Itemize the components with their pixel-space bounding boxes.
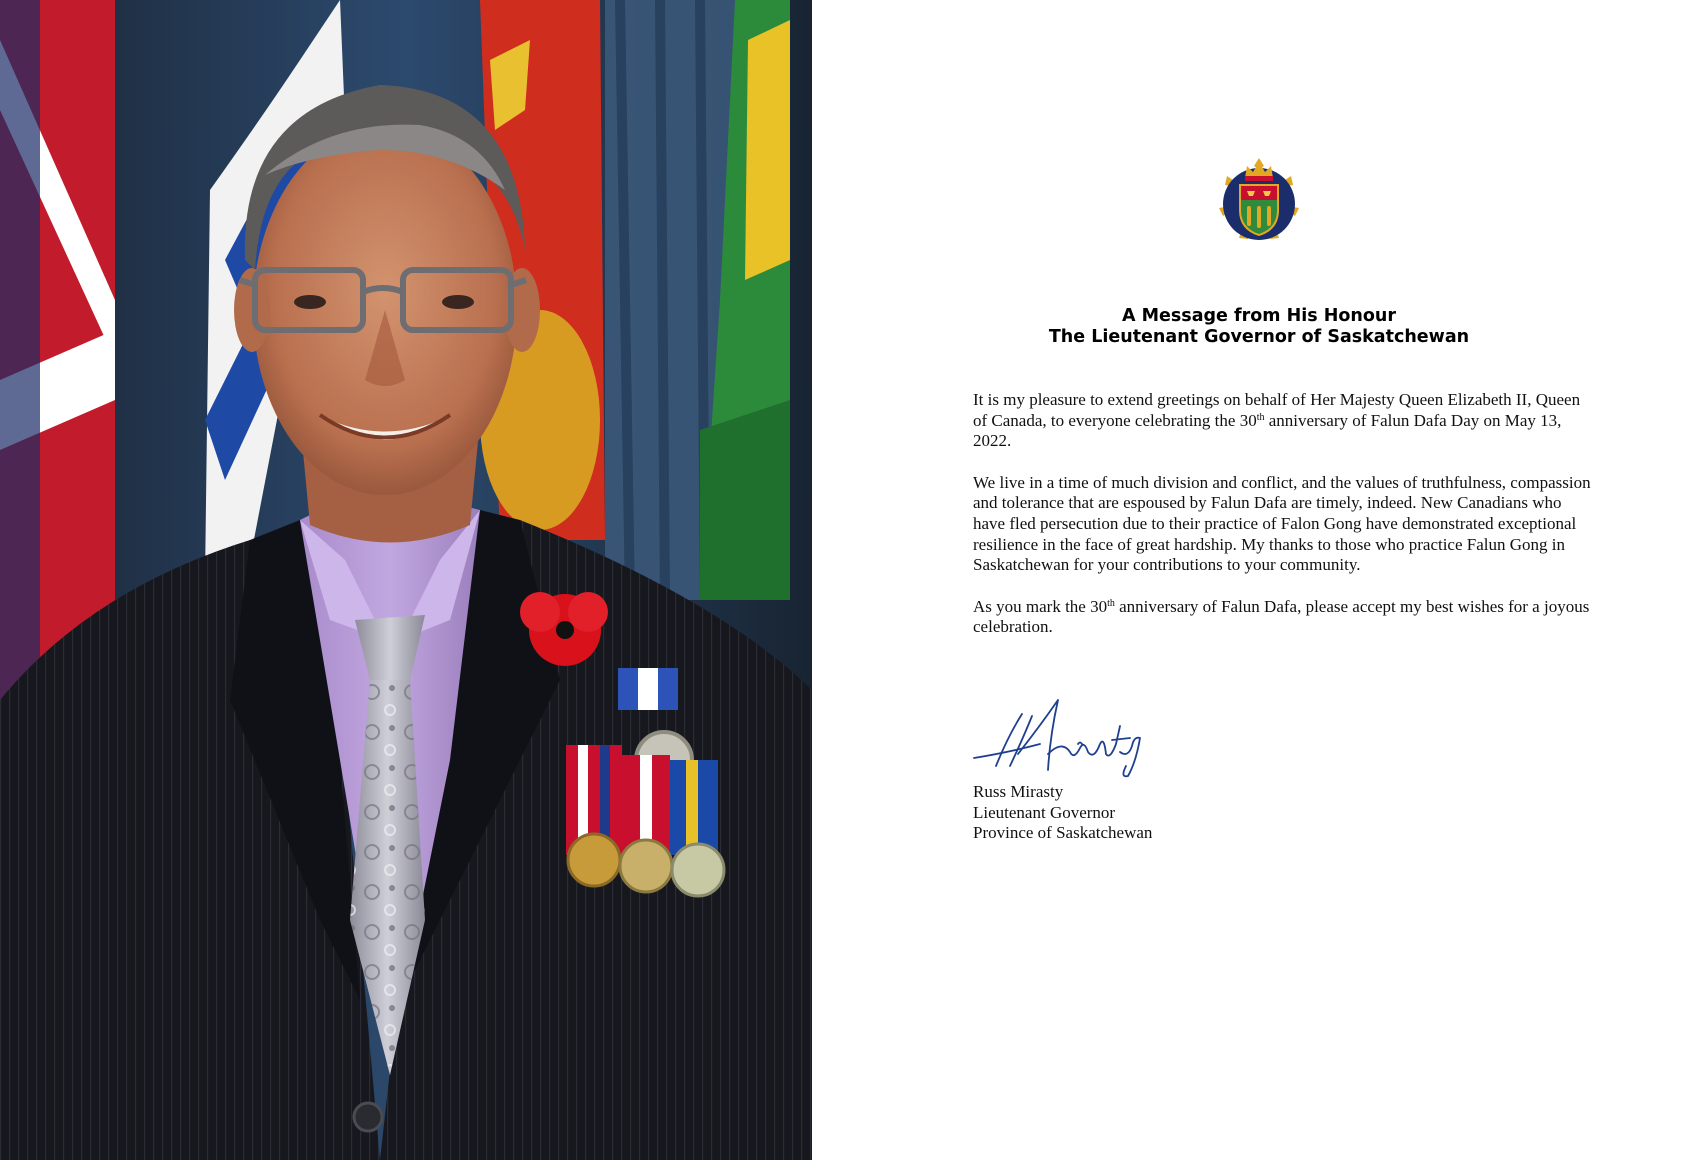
ordinal-suffix: th (1256, 411, 1265, 423)
signatory-province: Province of Saskatchewan (973, 823, 1153, 843)
paragraph-1 (973, 390, 1593, 452)
letter-heading (812, 306, 1706, 348)
ordinal-suffix: th (1107, 597, 1115, 609)
paragraph-2: We live in a time of much division and conflict, and the values of truthfulness, compassion and tolerance that are espoused by Falun Dafa are timely, indeed. New Canadians who have fled persecution due to their practice of Falon Gong have demonstrated exceptional resilience in the face of great hardship. My thanks to those who practice Falun Gong in Saskatchewan for your contributions to your community. (973, 472, 1591, 575)
paragraph-1-part-b: anniversary of Falun Dafa Day on May 13, 2022. (973, 410, 1562, 451)
letter-body (973, 390, 1593, 659)
portrait-photo (0, 0, 812, 1160)
heading-line-2: The Lieutenant Governor of Saskatchewan (1048, 327, 1470, 347)
saskatchewan-viceregal-crest-icon (1213, 148, 1305, 248)
paragraph-3-part-a: As you mark the 30 (973, 596, 1108, 616)
heading-line-1: A Message from His Honour (1121, 306, 1397, 326)
handwritten-signature-icon (970, 696, 1160, 778)
signatory-title: Lieutenant Governor (973, 802, 1116, 822)
paragraph-3 (973, 597, 1593, 638)
signoff-block (973, 782, 1152, 844)
letter-page (812, 0, 1706, 1160)
portrait-illustration (0, 0, 812, 1160)
signatory-name: Russ Mirasty (973, 782, 1064, 801)
paragraph-1-part-a: It is my pleasure to extend greetings on behalf of Her Majesty Queen Elizabeth II, Queen of Canada, to everyone celebrating the 30 (973, 390, 1581, 430)
paragraph-3-part-b: anniversary of Falun Dafa, please accept my best wishes for a joyous celebration. (973, 596, 1590, 637)
